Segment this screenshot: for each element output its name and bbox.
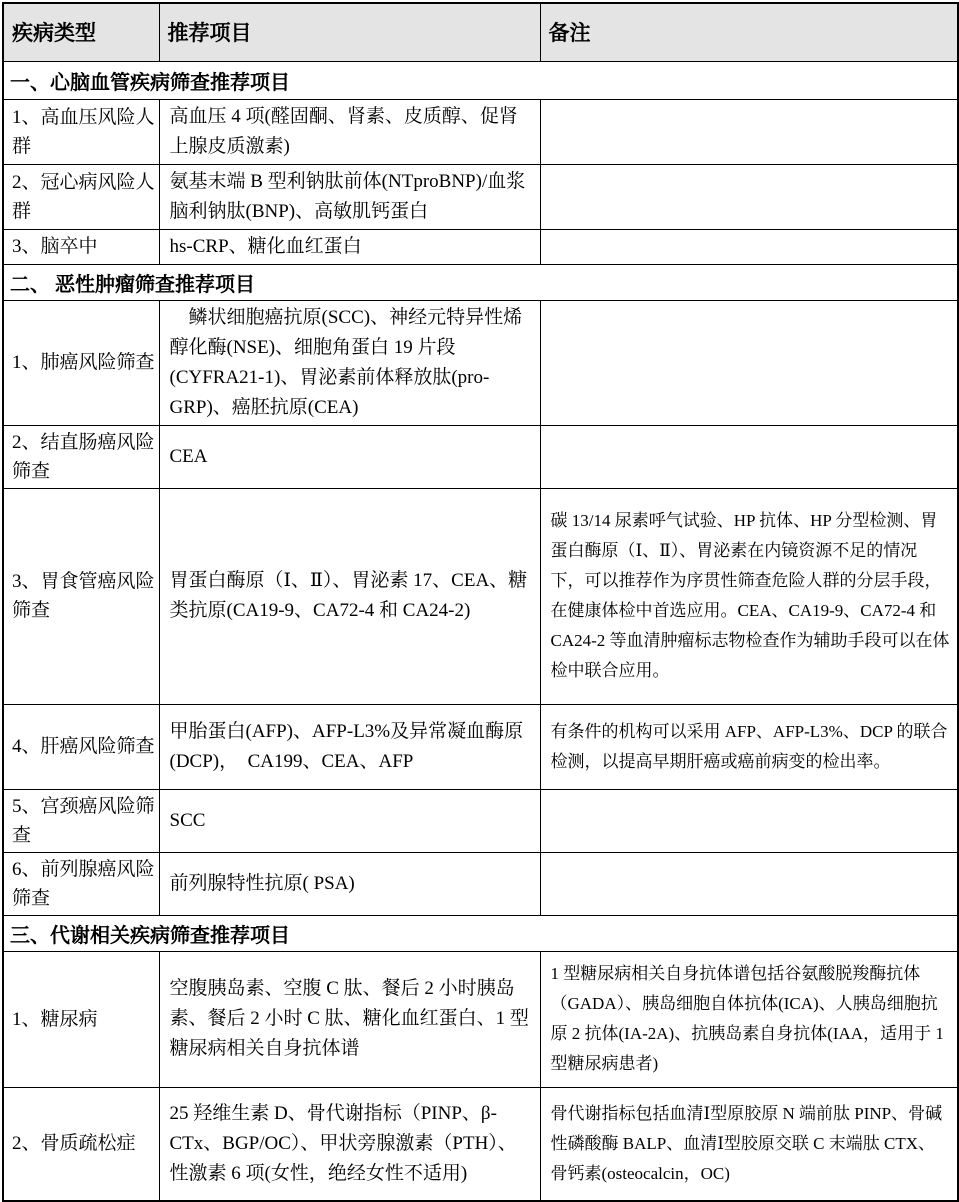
header-recommended-items: 推荐项目 [159,3,540,61]
section-row-metabolic [3,915,958,951]
table-row [3,229,958,264]
table-row [3,852,958,915]
section-title: 一、心脑血管疾病筛查推荐项目 [3,61,958,99]
note-cell: 碳 13/14 尿素呼气试验、HP 抗体、HP 分型检测、胃蛋白酶原（Ⅰ、Ⅱ）、胃泌素在内镜资源不足的情况下，可以推荐作为序贯性筛查危险人群的分层手段，在健康体检中首选应用。CEA、CA19-9、CA72-4 和 CA24-2 等血清肿瘤标志物检查作为辅助手段可以在体检中联合应用。 [540,488,958,704]
recommended-items-cell: SCC [159,789,540,852]
recommended-items-cell: 高血压 4 项(醛固酮、肾素、皮质醇、促肾上腺皮质激素) [159,99,540,164]
note-cell: 1 型糖尿病相关自身抗体谱包括谷氨酸脱羧酶抗体（GADA）、胰岛细胞自体抗体(ICA)、人胰岛细胞抗原 2 抗体(IA-2A)、抗胰岛素自身抗体(IAA，适用于 1 型糖尿病患者) [540,951,958,1087]
disease-type-cell: 2、骨质疏松症 [3,1087,159,1201]
recommended-items-cell: CEA [159,425,540,488]
note-cell [540,425,958,488]
recommended-items-cell: 氨基末端 B 型利钠肽前体(NTproBNP)/血浆脑利钠肽(BNP)、高敏肌钙蛋白 [159,164,540,229]
table-row [3,164,958,229]
note-cell [540,164,958,229]
disease-type-cell: 1、糖尿病 [3,951,159,1087]
section-title: 二、 恶性肿瘤筛查推荐项目 [3,264,958,300]
disease-type-cell: 3、脑卒中 [3,229,159,264]
header-disease-type: 疾病类型 [3,3,159,61]
recommended-items-cell: hs-CRP、糖化血红蛋白 [159,229,540,264]
section-title: 三、代谢相关疾病筛查推荐项目 [3,915,958,951]
table-row [3,99,958,164]
disease-type-cell: 1、高血压风险人群 [3,99,159,164]
table-row [3,704,958,789]
disease-type-cell: 2、冠心病风险人群 [3,164,159,229]
note-cell [540,300,958,425]
table-row [3,789,958,852]
note-cell [540,852,958,915]
table-row [3,300,958,425]
table-row [3,425,958,488]
screening-table [2,2,959,1202]
note-cell: 骨代谢指标包括血清Ⅰ型原胶原 N 端前肽 PINP、骨碱性磷酸酶 BALP、血清Ⅰ型胶原交联 C 末端肽 CTX、骨钙素(osteocalcin，OC) [540,1087,958,1201]
section-row-cardiovascular [3,61,958,99]
note-cell [540,99,958,164]
note-cell [540,229,958,264]
disease-type-cell: 3、胃食管癌风险筛查 [3,488,159,704]
recommended-items-cell: 鳞状细胞癌抗原(SCC)、神经元特异性烯醇化酶(NSE)、细胞角蛋白 19 片段(CYFRA21-1)、胃泌素前体释放肽(pro-GRP)、癌胚抗原(CEA) [159,300,540,425]
table-row [3,488,958,704]
note-cell: 有条件的机构可以采用 AFP、AFP-L3%、DCP 的联合检测，以提高早期肝癌或癌前病变的检出率。 [540,704,958,789]
recommended-items-cell: 空腹胰岛素、空腹 C 肽、餐后 2 小时胰岛素、餐后 2 小时 C 肽、糖化血红蛋白、1 型糖尿病相关自身抗体谱 [159,951,540,1087]
recommended-items-cell: 25 羟维生素 D、骨代谢指标（PINP、β-CTx、BGP/OC）、甲状旁腺激素（PTH）、性激素 6 项(女性，绝经女性不适用) [159,1087,540,1201]
table-row [3,1087,958,1201]
recommended-items-cell: 甲胎蛋白(AFP)、AFP-L3%及异常凝血酶原(DCP)， CA199、CEA、AFP [159,704,540,789]
section-row-cancer [3,264,958,300]
note-cell [540,789,958,852]
disease-type-cell: 2、结直肠癌风险筛查 [3,425,159,488]
recommended-items-cell: 前列腺特性抗原( PSA) [159,852,540,915]
recommended-items-cell: 胃蛋白酶原（Ⅰ、Ⅱ）、胃泌素 17、CEA、糖类抗原(CA19-9、CA72-4 和 CA24-2) [159,488,540,704]
disease-type-cell: 5、宫颈癌风险筛查 [3,789,159,852]
table-row [3,951,958,1087]
disease-type-cell: 4、肝癌风险筛查 [3,704,159,789]
header-notes: 备注 [540,3,958,61]
table-header-row [3,3,958,61]
disease-type-cell: 6、前列腺癌风险筛查 [3,852,159,915]
disease-type-cell: 1、肺癌风险筛查 [3,300,159,425]
